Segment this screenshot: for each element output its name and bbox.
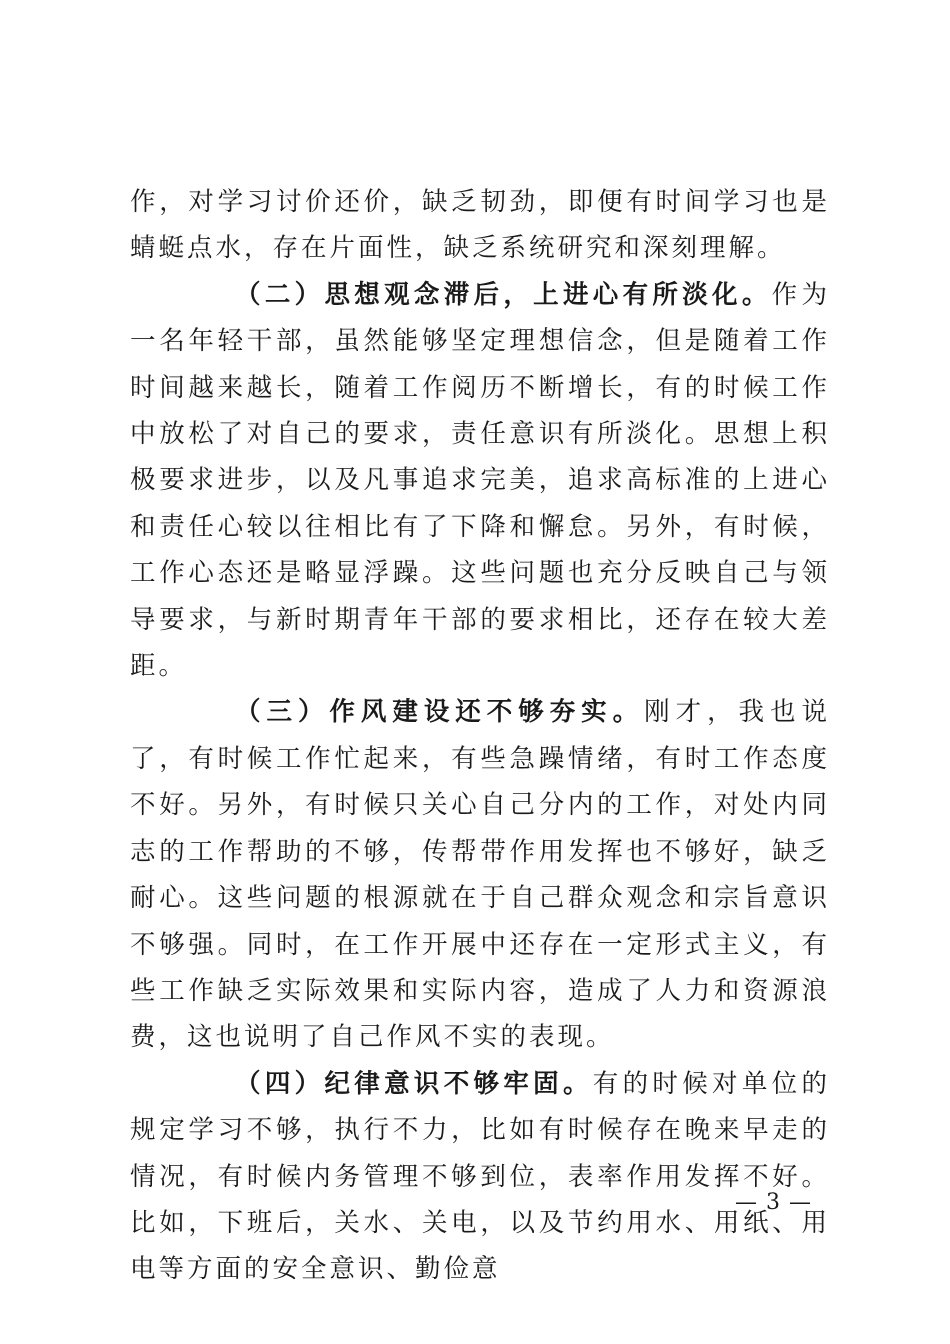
section-four-heading: （四）纪律意识不够牢固。 — [235, 1068, 593, 1099]
page-number: — 3 — — [735, 1190, 812, 1215]
section-four-paragraph — [130, 1061, 830, 1293]
section-two-body: 作为一名年轻干部，虽然能够坚定理想信念，但是随着工作时间越来越长，随着工作阅历不断增长，有的时候工作中放松了对自己的要求，责任意识有所淡化。思想上积极要求进步，以及凡事追求完美，追求高标准的上进心和责任心较以往相比有了下降和懈怠。另外，有时候，工作心态还是略显浮躁。这些问题也充分反映自己与领导要求，与新时期青年干部的要求相比，还存在较大差距。 — [130, 279, 830, 682]
continuation-paragraph: 作，对学习讨价还价，缺乏韧劲，即便有时间学习也是蜻蜓点水，存在片面性，缺乏系统研究和深刻理解。 — [130, 187, 830, 264]
section-three-heading: （三）作风建设还不够夯实。 — [235, 697, 645, 728]
section-two-paragraph — [130, 272, 830, 690]
section-two-heading: （二）思想观念滞后，上进心有所淡化。 — [235, 279, 772, 310]
body-text — [130, 179, 830, 1293]
section-four-body: 有的时候对单位的规定学习不够，执行不力，比如有时候存在晚来早走的情况，有时候内务管理不够到位，表率作用发挥不好。比如，下班后，关水、关电，以及节约用水、用纸、用电等方面的安全意识、勤俭意 — [130, 1068, 830, 1285]
section-three-paragraph — [130, 689, 830, 1060]
section-three-body: 刚才，我也说了，有时候工作忙起来，有些急躁情绪，有时工作态度不好。另外，有时候只关心自己分内的工作，对处内同志的工作帮助的不够，传帮带作用发挥也不够好，缺乏耐心。这些问题的根源就在于自己群众观念和宗旨意识不够强。同时，在工作开展中还存在一定形式主义，有些工作缺乏实际效果和实际内容，造成了人力和资源浪费，这也说明了自己作风不实的表现。 — [130, 697, 830, 1053]
